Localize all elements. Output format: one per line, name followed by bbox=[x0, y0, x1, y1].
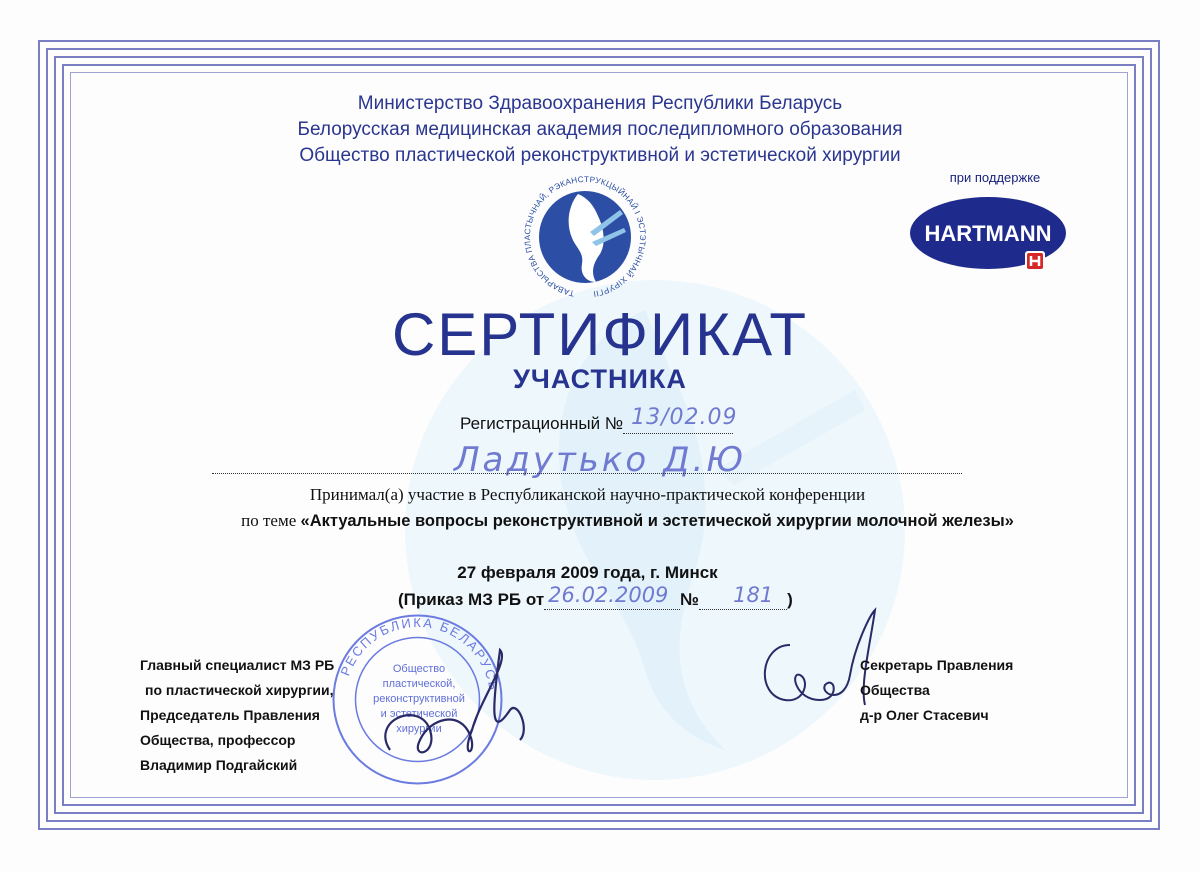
seal-line: и эстетической bbox=[380, 708, 458, 720]
order-suffix: ) bbox=[787, 590, 793, 609]
seal-line: реконструктивной bbox=[373, 693, 465, 705]
ministry-line: Министерство Здравоохранения Республики Беларусь bbox=[357, 93, 843, 114]
order-prefix: (Приказ МЗ РБ от bbox=[398, 590, 545, 609]
order-date: 26.02.2009 bbox=[548, 583, 669, 607]
logo-ring-text: ТАВАРЫСТВА ПЛАСТЫЧНАЙ, РЭКАНСТРУКЦЫЙНАЙ І ЭСТЭТЫЧНАЙ ХІРУРГІІ bbox=[523, 174, 648, 299]
certificate-title: СЕРТИФИКАТ bbox=[391, 301, 809, 368]
signatory-line: Общества bbox=[860, 682, 930, 698]
registration-value: 13/02.09 bbox=[631, 405, 738, 430]
seal-line: хирургии bbox=[396, 723, 442, 735]
right-signatory bbox=[860, 653, 1013, 728]
order-number-label: № bbox=[680, 590, 700, 609]
participant-name: Ладутько Д.Ю bbox=[453, 440, 747, 480]
topic-title: «Актуальные вопросы реконструктивной и эстетической хирургии молочной железы» bbox=[300, 512, 1014, 530]
seal-line: Общество bbox=[392, 663, 446, 675]
signatory-line: д-р Олег Стасевич bbox=[860, 707, 989, 723]
signatory-line: Председатель Правления bbox=[140, 707, 320, 723]
hartmann-logo bbox=[908, 195, 1068, 275]
event-date: 27 февраля 2009 года, г. Минск bbox=[457, 563, 718, 582]
signatory-line: Общества, профессор bbox=[140, 732, 296, 748]
signatory-line: по пластической хирургии, bbox=[145, 682, 334, 698]
order-reference bbox=[398, 583, 793, 610]
signatory-line: Секретарь Правления bbox=[860, 657, 1014, 673]
signatory-line: Главный специалист МЗ РБ bbox=[140, 657, 335, 673]
hartmann-brand-text: HARTMANN bbox=[924, 221, 1052, 246]
society-logo bbox=[520, 172, 650, 302]
society-line: Общество пластической реконструктивной и эстетической хирургии bbox=[299, 145, 901, 166]
topic-line bbox=[0, 511, 1200, 531]
order-number: 181 bbox=[733, 583, 774, 607]
participation-line: Принимал(а) участие в Республиканской научно-практической конференции bbox=[309, 485, 866, 504]
seal-line: пластической, bbox=[382, 678, 456, 690]
left-signature bbox=[360, 640, 540, 780]
sponsor-caption: при поддержке bbox=[949, 170, 1041, 185]
signatory-line: Владимир Подгайский bbox=[140, 757, 298, 773]
academy-line: Белорусская медицинская академия последипломного образования bbox=[297, 119, 903, 140]
registration-number bbox=[460, 405, 738, 434]
certificate-subtitle: УЧАСТНИКА bbox=[513, 364, 687, 394]
seal-outer-text: РЕСПУБЛИКА БЕЛАРУСЬ bbox=[337, 614, 502, 693]
registration-label: Регистрационный № bbox=[460, 414, 624, 433]
name-dotted-line bbox=[212, 472, 962, 474]
left-signatory bbox=[140, 653, 334, 778]
topic-prefix: по теме bbox=[241, 511, 301, 530]
